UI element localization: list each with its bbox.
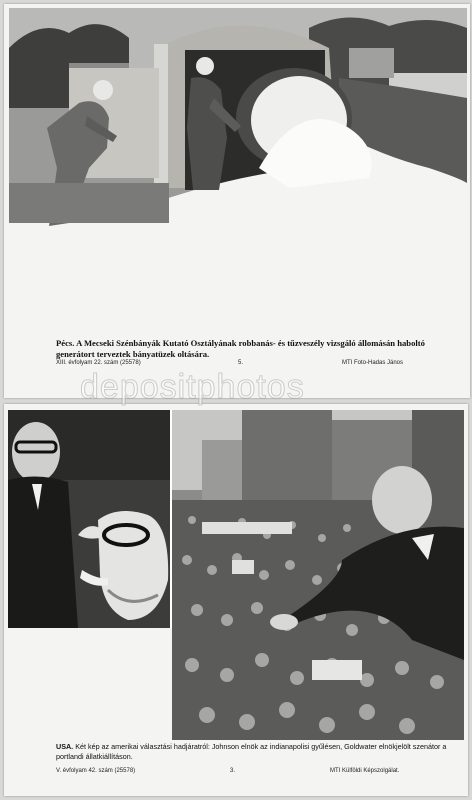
caption-text: A Mecseki Szénbányák Kutató Osztályának robbanás- és tűzveszély vizsgáló állomásán haboltó generátort terveztek bányatüzek oltására. <box>56 338 425 359</box>
johnson-rally-photo <box>172 410 464 740</box>
top-caption <box>56 338 456 359</box>
foam-generator-photo <box>9 8 467 334</box>
page-number: 5. <box>238 360 244 366</box>
issue-number: V. évfolyam 42. szám (25578) <box>56 768 136 774</box>
stock-watermark: depositphotos <box>80 368 305 406</box>
caption-place: Pécs. <box>56 338 75 348</box>
bottom-caption <box>56 742 456 761</box>
issue-number: XIII. évfolyam 22. szám (25578) <box>56 360 141 366</box>
bottom-photo-sheet <box>4 404 468 796</box>
page-number: 3. <box>230 768 236 774</box>
top-photo-sheet <box>4 4 470 398</box>
photo-credit: MTI Külföldi Képszolgálat. <box>330 768 400 774</box>
goldwater-photo <box>8 410 172 628</box>
caption-text: Két kép az amerikai választási hadjáratról: Johnson elnök az indianapolisi gyűlésen, Goldwater elnökjelölt szenátor a portlandi állatkiállításon. <box>56 742 447 761</box>
photo-credit: MTI Foto-Hadas János <box>342 360 404 366</box>
caption-place: USA. <box>56 742 74 751</box>
